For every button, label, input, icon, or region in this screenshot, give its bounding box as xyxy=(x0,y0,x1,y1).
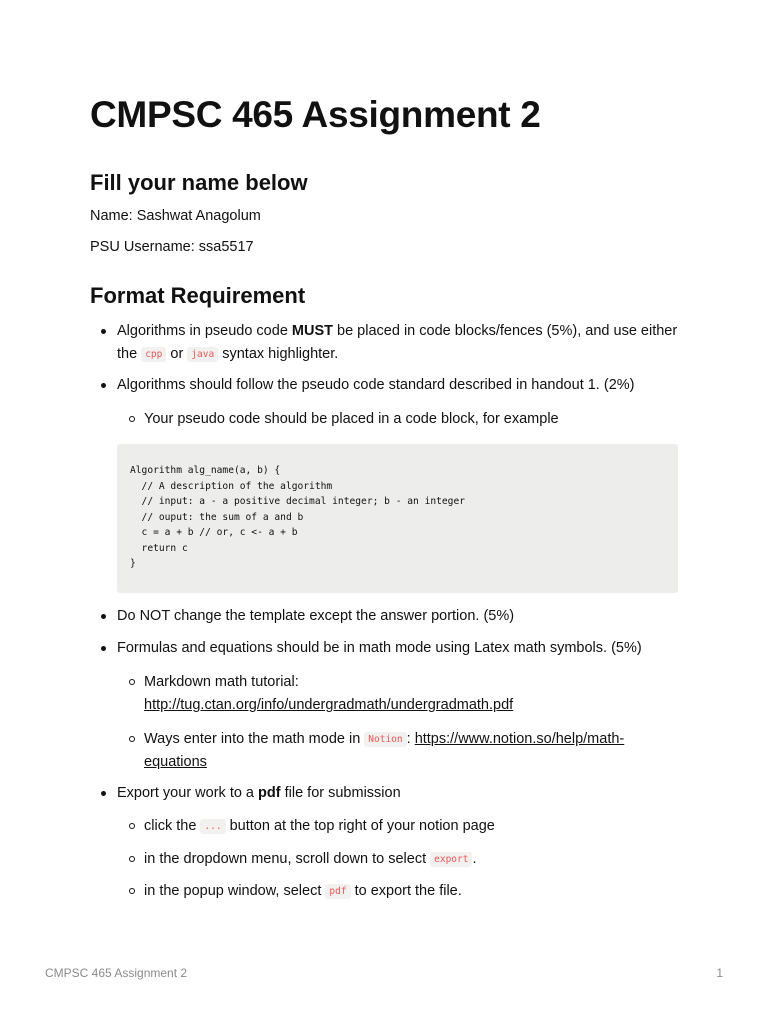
sub-list-item xyxy=(144,880,682,903)
inline-code: cpp xyxy=(141,347,166,362)
notion-math-link-continued[interactable]: equations xyxy=(144,754,207,770)
inline-code: Notion xyxy=(364,732,406,747)
tutorial-link[interactable]: http://tug.ctan.org/info/undergradmath/undergradmath.pdf xyxy=(144,697,514,713)
list-item: Formulas and equations should be in math mode using Latex math symbols. (5%) xyxy=(117,637,682,660)
name-value: Sashwat Anagolum xyxy=(136,208,261,224)
code-block: Algorithm alg_name(a, b) { // A description of the algorithm // input: a - a positive decimal integer; b - an integer // ouput: the sum of a and b c = a + b // or, c <- a + b return c } xyxy=(117,444,678,593)
name-label: Name: xyxy=(90,208,133,224)
username-line xyxy=(90,239,254,255)
sub-list-item xyxy=(144,815,682,838)
bullet-text: or xyxy=(166,346,188,362)
inline-code: java xyxy=(187,347,218,362)
bullet-text: Markdown math tutorial: xyxy=(144,674,299,690)
sub-list-item xyxy=(144,848,682,871)
bold-text: MUST xyxy=(291,323,333,339)
bullet-text: click the xyxy=(144,818,201,834)
list-item: Do NOT change the template except the answer portion. (5%) xyxy=(117,605,682,628)
notion-math-link[interactable]: https://www.notion.so/help/math- xyxy=(414,731,625,747)
bullet-text: button at the top right of your notion page xyxy=(225,818,495,834)
bullet-text: in the popup window, select xyxy=(144,883,326,899)
bullet-text: . xyxy=(472,851,477,867)
inline-code: export xyxy=(430,852,472,867)
footer-title: CMPSC 465 Assignment 2 xyxy=(45,966,188,980)
bullet-text: Export your work to a xyxy=(117,785,259,801)
bullet-text: in the dropdown menu, scroll down to select xyxy=(144,851,431,867)
page-number: 1 xyxy=(716,966,723,980)
sub-list-item: Your pseudo code should be placed in a code block, for example xyxy=(144,408,682,431)
bullet-text: file for submission xyxy=(280,785,401,801)
username-label: PSU Username: xyxy=(90,239,195,255)
bullet-text: Algorithms in pseudo code xyxy=(117,323,292,339)
inline-code: ... xyxy=(200,819,225,834)
list-item xyxy=(117,782,682,805)
name-line xyxy=(90,208,261,224)
inline-code: pdf xyxy=(325,884,350,899)
format-section-heading: Format Requirement xyxy=(90,283,306,308)
list-item xyxy=(117,320,682,366)
bold-text: pdf xyxy=(258,785,281,801)
page-title: CMPSC 465 Assignment 2 xyxy=(90,94,541,135)
bullet-text: be placed in code blocks/fences (5%), and use either the xyxy=(117,323,678,362)
bullet-text: : xyxy=(406,731,415,747)
name-section-heading: Fill your name below xyxy=(90,170,308,195)
bullet-text: to export the file. xyxy=(350,883,462,899)
username-value: ssa5517 xyxy=(198,239,254,255)
sub-list-item xyxy=(144,671,682,717)
list-item: Algorithms should follow the pseudo code standard described in handout 1. (2%) xyxy=(117,374,682,397)
bullet-text: syntax highlighter. xyxy=(218,346,339,362)
sub-list-item xyxy=(144,728,682,774)
bullet-text: Ways enter into the math mode in xyxy=(144,731,365,747)
